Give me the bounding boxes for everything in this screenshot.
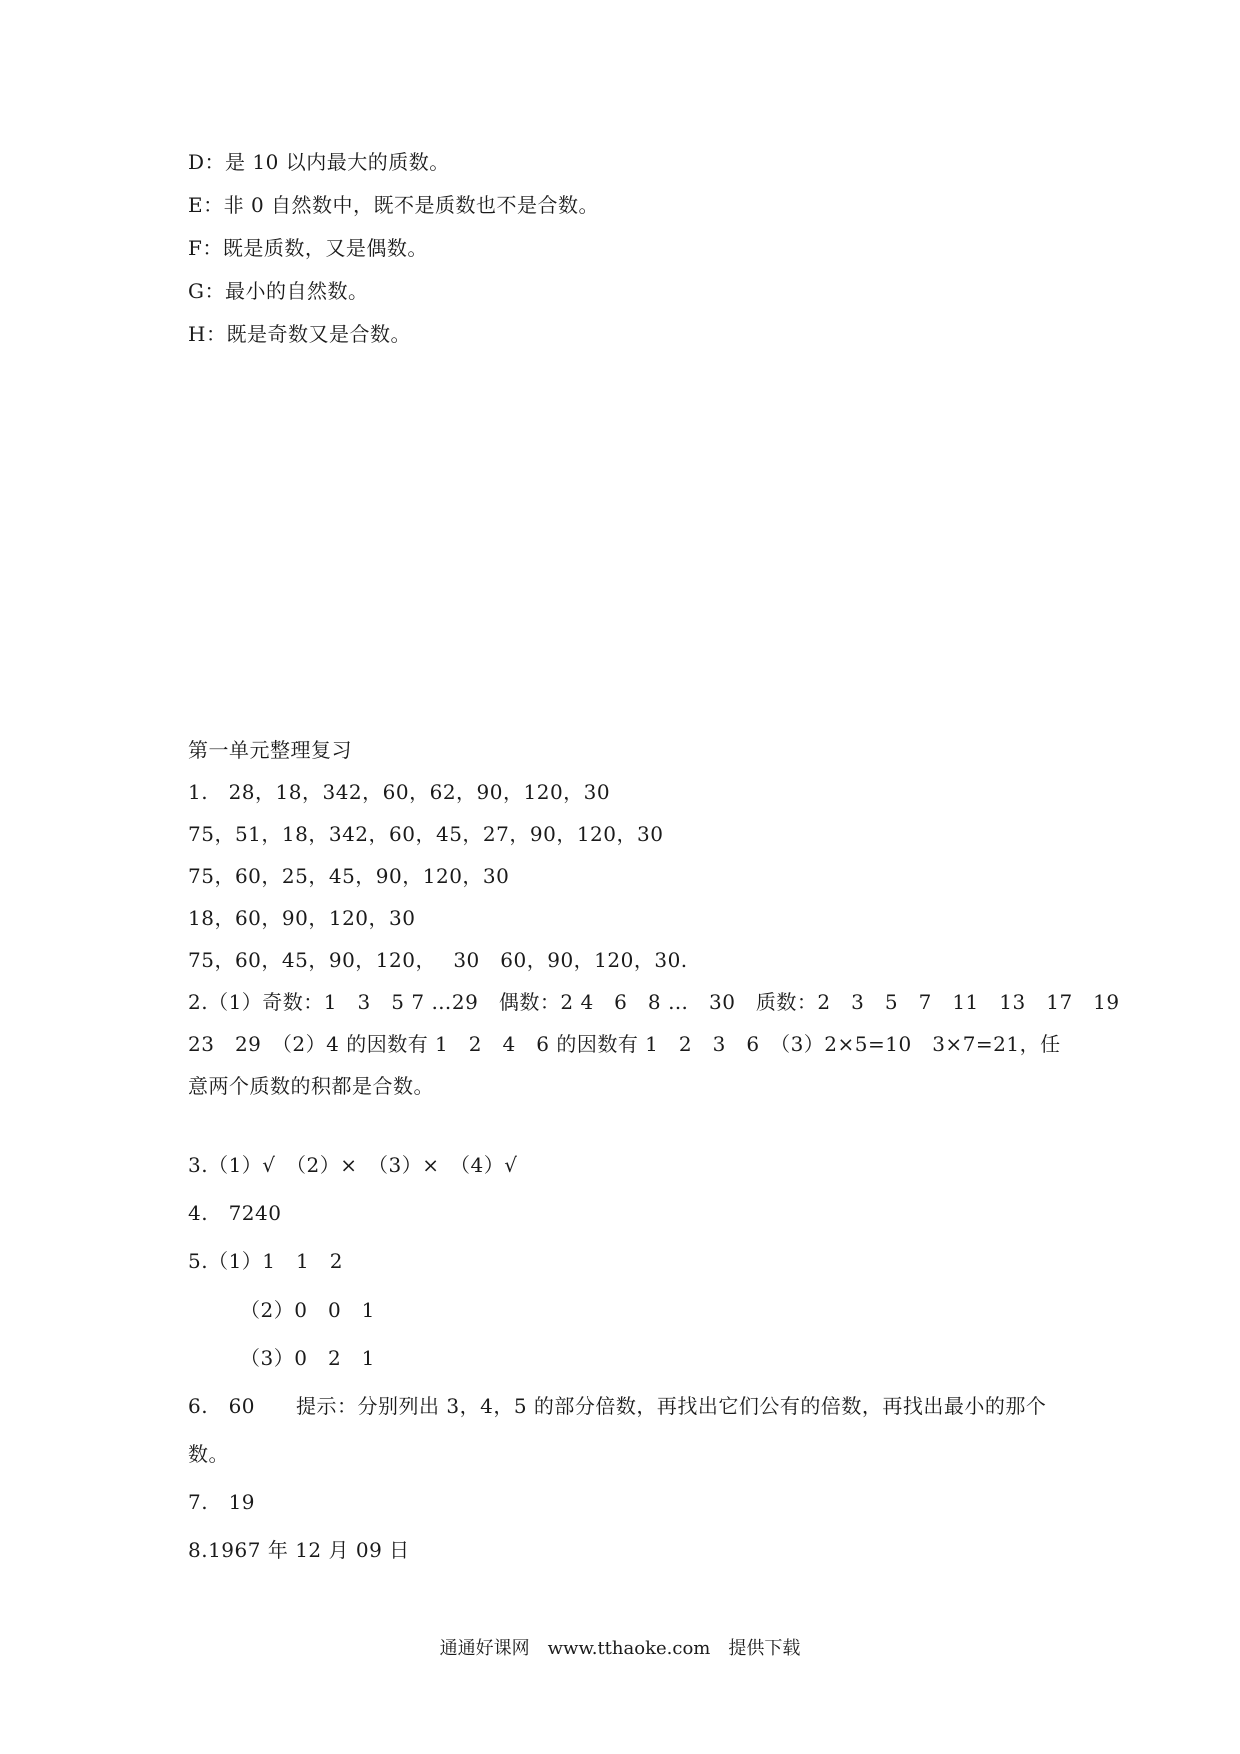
answer-1-line-3: 75，60，25，45，90，120，30 xyxy=(188,864,510,888)
answer-5-part-1: 5.（1）1 1 2 xyxy=(188,1249,343,1273)
answer-2-line-1: 2.（1）奇数：1 3 5 7 …29 偶数：2 4 6 8 … 30 质数：2 3 5 7 11 13 17 19 xyxy=(188,990,1120,1014)
list-item-d: D：是 10 以内最大的质数。 xyxy=(188,150,450,174)
list-item-h: H：既是奇数又是合数。 xyxy=(188,322,411,346)
page-footer: 通通好课网 www.tthaoke.com 提供下载 xyxy=(439,1638,801,1659)
answer-6-line-1: 6. 60 提示：分别列出 3，4，5 的部分倍数，再找出它们公有的倍数，再找出最小的那个 xyxy=(188,1394,1047,1418)
section-title: 第一单元整理复习 xyxy=(188,738,352,762)
answer-8: 8.1967 年 12 月 09 日 xyxy=(188,1538,410,1562)
answer-3: 3.（1）√ （2）× （3）× （4）√ xyxy=(188,1153,518,1177)
answer-2-line-2: 23 29 （2）4 的因数有 1 2 4 6 的因数有 1 2 3 6 （3）2×5=10 3×7=21，任 xyxy=(188,1032,1061,1056)
answer-5-part-3: （3）0 2 1 xyxy=(240,1346,375,1370)
answer-1-line-5: 75，60，45，90，120， 30 60，90，120，30. xyxy=(188,948,688,972)
answer-4: 4. 7240 xyxy=(188,1201,282,1225)
answer-6-line-2: 数。 xyxy=(188,1442,229,1466)
list-item-g: G：最小的自然数。 xyxy=(188,279,369,303)
list-item-f: F：既是质数，又是偶数。 xyxy=(188,236,428,260)
answer-7: 7. 19 xyxy=(188,1490,256,1514)
answer-5-part-2: （2）0 0 1 xyxy=(240,1298,375,1322)
list-item-e: E：非 0 自然数中，既不是质数也不是合数。 xyxy=(188,193,600,217)
answer-1-line-1: 1. 28，18，342，60，62，90，120，30 xyxy=(188,780,611,804)
answer-1-line-4: 18，60，90，120，30 xyxy=(188,906,416,930)
answer-1-line-2: 75，51，18，342，60，45，27，90，120，30 xyxy=(188,822,664,846)
answer-2-line-3: 意两个质数的积都是合数。 xyxy=(188,1074,434,1098)
